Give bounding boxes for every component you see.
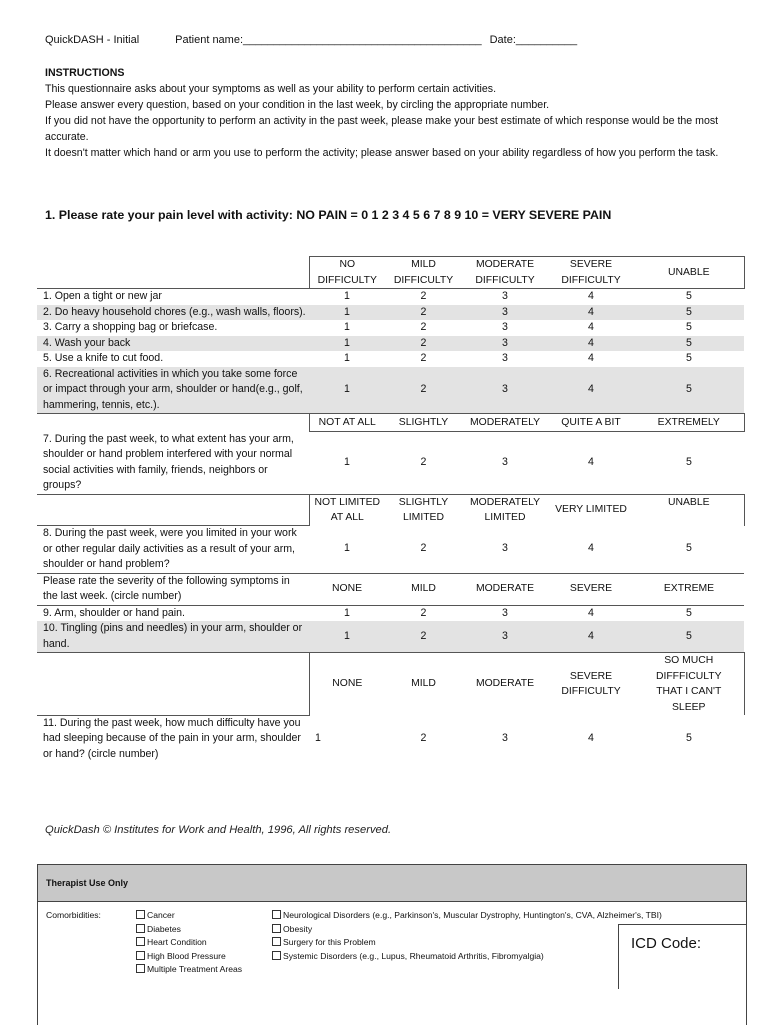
score-option[interactable]: 1 xyxy=(309,367,385,414)
score-option[interactable]: 2 xyxy=(385,336,462,352)
col-header: SLIGHTLY LIMITED xyxy=(398,496,449,523)
col-header: MODERATE xyxy=(475,678,535,690)
score-option[interactable]: 5 xyxy=(634,526,744,574)
limited-header-row xyxy=(37,494,744,526)
col-header: NOT AT ALL xyxy=(309,414,385,432)
instructions-block xyxy=(45,65,725,161)
score-option[interactable]: 4 xyxy=(548,621,634,653)
question-text: 2. Do heavy household chores (e.g., wash walls, floors). xyxy=(37,305,309,321)
score-option[interactable]: 1 xyxy=(344,352,350,364)
col-header: MODERATELY LIMITED xyxy=(469,496,541,523)
score-option[interactable]: 1 xyxy=(309,432,385,495)
score-option[interactable]: 1 xyxy=(309,621,385,653)
comorbidities-list-1 xyxy=(136,909,242,977)
score-option[interactable]: 2 xyxy=(420,352,427,364)
score-option[interactable]: 2 xyxy=(420,290,427,302)
therapist-use-section xyxy=(37,864,747,1025)
comorbidity-option[interactable]: High Blood Pressure xyxy=(136,950,242,964)
col-header: MODERATE xyxy=(462,573,548,605)
icd-code-label: ICD Code: xyxy=(631,935,702,952)
score-option[interactable]: 2 xyxy=(385,367,462,414)
score-option[interactable]: 4 xyxy=(588,290,594,302)
score-option[interactable]: 5 xyxy=(634,432,744,495)
score-option[interactable]: 3 xyxy=(502,352,508,364)
question-row xyxy=(37,289,744,305)
col-header: QUITE A BIT xyxy=(548,414,634,432)
score-option[interactable]: 3 xyxy=(462,526,548,574)
checkbox[interactable] xyxy=(272,910,281,919)
score-option[interactable]: 2 xyxy=(420,321,427,333)
score-option[interactable]: 1 xyxy=(309,336,385,352)
score-option[interactable]: 3 xyxy=(462,432,548,495)
score-option[interactable]: 4 xyxy=(548,305,634,321)
col-header: SEVERE DIFFICULTY xyxy=(561,670,621,697)
score-option[interactable]: 2 xyxy=(420,606,427,619)
col-header: EXTREMELY xyxy=(634,414,744,432)
comorbidity-option[interactable]: Surgery for this Problem xyxy=(272,936,662,950)
checkbox[interactable] xyxy=(136,924,145,933)
score-option[interactable]: 2 xyxy=(385,621,462,653)
score-option[interactable]: 4 xyxy=(588,606,594,619)
comorbidity-option[interactable]: Systemic Disorders (e.g., Lupus, Rheumatoid Arthritis, Fibromyalgia) xyxy=(272,950,662,964)
score-option[interactable]: 4 xyxy=(548,526,634,574)
question-text: 6. Recreational activities in which you take some force or impact through your arm, shoulder or hand(e.g., golf, hammering, tennis, etc.). xyxy=(37,367,309,414)
form-name: QuickDASH - Initial xyxy=(45,34,140,46)
score-option[interactable]: 1 xyxy=(344,606,350,619)
question-text: 5. Use a knife to cut food. xyxy=(43,352,164,364)
col-header: MODERATELY xyxy=(462,414,548,432)
instruction-line: Please answer every question, based on your condition in the last week, by circling the appropriate number. xyxy=(45,99,550,111)
question-row xyxy=(37,526,744,574)
checkbox[interactable] xyxy=(272,937,281,946)
comorbidity-option[interactable]: Multiple Treatment Areas xyxy=(136,963,242,977)
checkbox[interactable] xyxy=(136,910,145,919)
score-option[interactable]: 3 xyxy=(462,336,548,352)
score-option[interactable]: 5 xyxy=(634,367,744,414)
score-option[interactable]: 4 xyxy=(588,352,594,364)
col-header: MILD DIFFICULTY xyxy=(385,257,462,289)
checkbox[interactable] xyxy=(272,951,281,960)
form-header xyxy=(45,34,577,46)
comorbidity-option[interactable]: Neurological Disorders (e.g., Parkinson's, Muscular Dystrophy, Huntington's, CVA, Alzheimer's, TBI) xyxy=(272,909,662,923)
question-row xyxy=(37,351,744,367)
question-row xyxy=(37,621,744,653)
col-header: NO DIFFICULTY xyxy=(309,257,385,289)
copyright-notice: QuickDash © Institutes for Work and Health, 1996, All rights reserved. xyxy=(45,824,392,836)
score-option[interactable]: 3 xyxy=(502,731,508,744)
comorbidities-list-2 xyxy=(272,909,662,963)
checkbox[interactable] xyxy=(136,964,145,973)
comorbidity-option[interactable]: Diabetes xyxy=(136,923,242,937)
question-row xyxy=(37,305,744,321)
score-option[interactable]: 3 xyxy=(502,321,508,333)
score-option[interactable]: 4 xyxy=(548,432,634,495)
question-row xyxy=(37,715,744,762)
col-header: UNABLE xyxy=(634,257,744,289)
difficulty-header-row xyxy=(37,257,744,289)
score-option[interactable]: 1 xyxy=(344,321,350,333)
score-option[interactable]: 4 xyxy=(588,321,594,333)
instruction-line: If you did not have the opportunity to perform an activity in the past week, please make your best estimate of which response would be the most accurate. xyxy=(45,115,719,143)
question-text: 9. Arm, shoulder or hand pain. xyxy=(43,606,185,619)
score-option[interactable]: 2 xyxy=(385,305,462,321)
checkbox[interactable] xyxy=(136,937,145,946)
score-option[interactable]: 5 xyxy=(686,290,692,302)
therapist-section-title: Therapist Use Only xyxy=(38,865,746,902)
question-row xyxy=(37,432,744,495)
question-text: 10. Tingling (pins and needles) in your arm, shoulder or hand. xyxy=(37,621,309,653)
instructions-title: INSTRUCTIONS xyxy=(45,67,125,79)
score-option[interactable]: 1 xyxy=(315,731,321,744)
sleep-header-row xyxy=(37,653,744,716)
question-row xyxy=(37,367,744,414)
score-option[interactable]: 5 xyxy=(634,621,744,653)
score-option[interactable]: 5 xyxy=(686,606,692,619)
col-header: NONE xyxy=(309,573,385,605)
col-header: MILD xyxy=(385,573,462,605)
checkbox[interactable] xyxy=(272,924,281,933)
severity-header-row xyxy=(37,573,744,605)
col-header: NONE xyxy=(309,653,385,716)
score-option[interactable]: 2 xyxy=(385,432,462,495)
score-option[interactable]: 3 xyxy=(462,305,548,321)
pain-rating-question[interactable]: 1. Please rate your pain level with activity: NO PAIN = 0 1 2 3 4 5 6 7 8 9 10 = VERY SEVERE PAIN xyxy=(45,208,612,222)
score-option[interactable]: 4 xyxy=(548,336,634,352)
score-option[interactable]: 3 xyxy=(462,621,548,653)
score-option[interactable]: 2 xyxy=(385,526,462,574)
comorbidity-option[interactable]: Cancer xyxy=(136,909,242,923)
question-row xyxy=(37,336,744,352)
col-header: SEVERE DIFFICULTY xyxy=(548,257,634,289)
question-text: 11. During the past week, how much difficulty have you had sleeping because of the pain in your arm, shoulder or hand? (circle number) xyxy=(37,715,309,762)
col-header: MODERATE DIFFICULTY xyxy=(462,257,548,289)
col-header: SO MUCH DIFFFICULTY THAT I CAN'T SLEEP xyxy=(634,653,744,716)
score-option[interactable]: 5 xyxy=(634,336,744,352)
score-option[interactable]: 5 xyxy=(686,731,692,744)
question-row xyxy=(37,605,744,621)
score-option[interactable]: 1 xyxy=(309,526,385,574)
checkbox[interactable] xyxy=(136,951,145,960)
score-option[interactable]: 1 xyxy=(309,305,385,321)
score-option[interactable]: 3 xyxy=(502,606,508,619)
instruction-line: It doesn't matter which hand or arm you use to perform the activity; please answer based on your ability regardless of how you perform the task. xyxy=(45,147,719,159)
score-option[interactable]: 3 xyxy=(502,290,508,302)
score-option[interactable]: 2 xyxy=(420,731,427,744)
score-option[interactable]: 4 xyxy=(588,731,594,744)
question-text: 7. During the past week, to what extent has your arm, shoulder or hand problem interfered with your normal social activities with family, friends, neighbors or groups? xyxy=(37,432,309,495)
comorbidity-option[interactable]: Obesity xyxy=(272,923,662,937)
severity-intro: Please rate the severity of the following symptoms in the last week. (circle number) xyxy=(37,573,309,605)
score-option[interactable]: 5 xyxy=(686,352,692,364)
score-option[interactable]: 4 xyxy=(548,367,634,414)
score-option[interactable]: 5 xyxy=(634,305,744,321)
question-text: 3. Carry a shopping bag or briefcase. xyxy=(43,321,218,333)
interference-header-row xyxy=(37,414,744,432)
col-header: MILD xyxy=(411,678,436,690)
col-header: NOT LIMITED AT ALL xyxy=(309,494,385,526)
question-text: 1. Open a tight or new jar xyxy=(43,290,162,302)
question-text: 4. Wash your back xyxy=(37,336,309,352)
patient-name-field[interactable]: Patient name:_______________________________________ xyxy=(175,34,482,46)
quickdash-question-table xyxy=(37,256,745,762)
col-header: UNABLE xyxy=(634,494,744,526)
comorbidity-option[interactable]: Heart Condition xyxy=(136,936,242,950)
score-option[interactable]: 3 xyxy=(462,367,548,414)
col-header: SLIGHTLY xyxy=(385,414,462,432)
icd-code-box[interactable] xyxy=(618,924,747,989)
question-row xyxy=(37,320,744,336)
question-text: 8. During the past week, were you limited in your work or other regular daily activities as a result of your arm, shoulder or hand problem? xyxy=(37,526,309,574)
score-option[interactable]: 5 xyxy=(686,321,692,333)
instruction-line: This questionnaire asks about your symptoms as well as your ability to perform certain activities. xyxy=(45,83,497,95)
comorbidities-label: Comorbidities: xyxy=(46,910,101,920)
date-field[interactable]: Date:__________ xyxy=(489,34,578,46)
col-header: VERY LIMITED xyxy=(555,504,627,516)
col-header: SEVERE xyxy=(548,573,634,605)
col-header: EXTREME xyxy=(634,573,744,605)
score-option[interactable]: 1 xyxy=(344,290,350,302)
